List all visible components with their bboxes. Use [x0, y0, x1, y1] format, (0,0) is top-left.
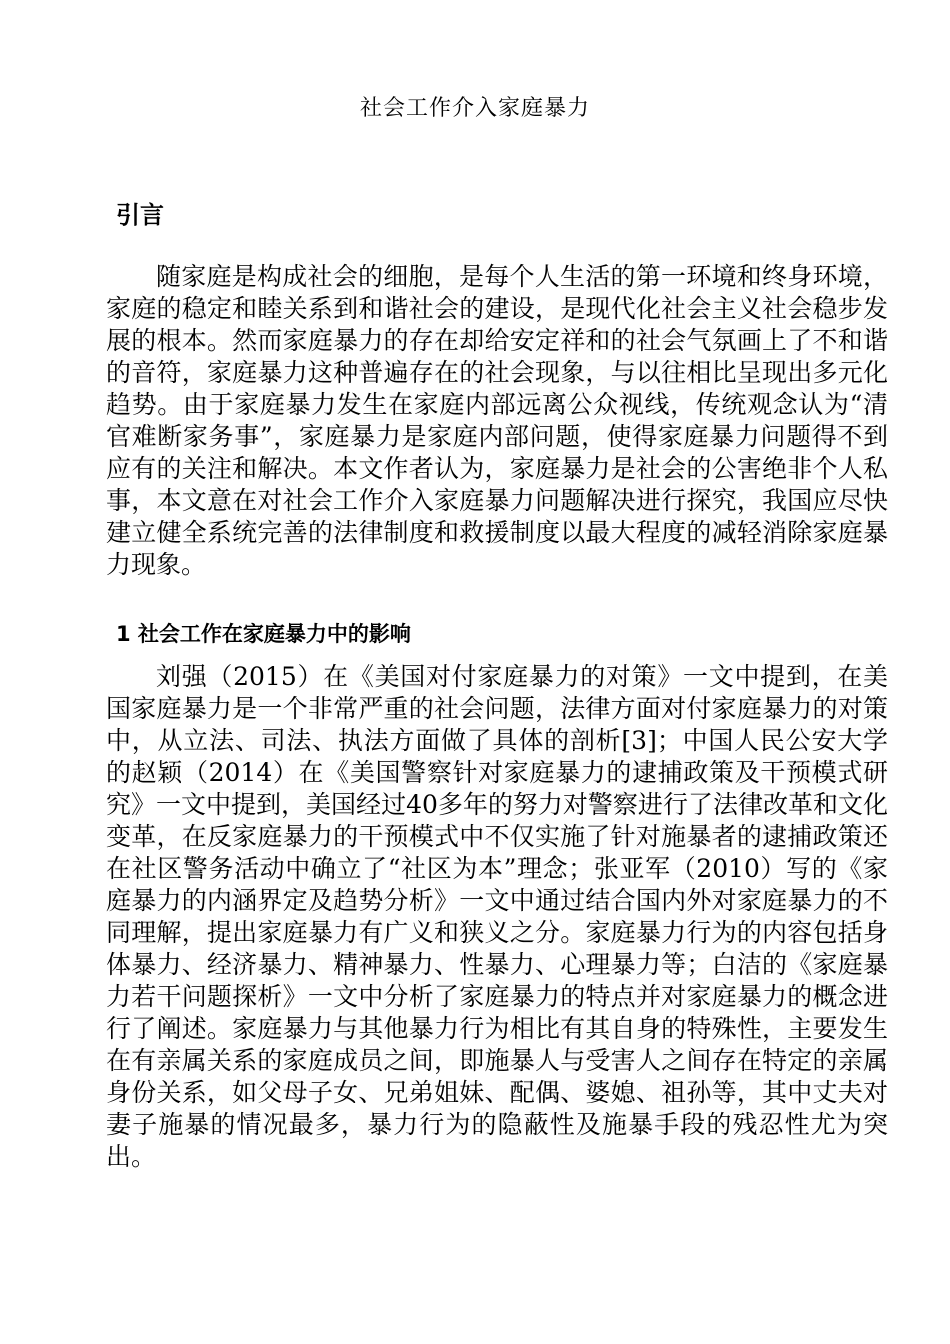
section-1-paragraph: 刘强（2015）在《美国对付家庭暴力的对策》一文中提到，在美国家庭暴力是一个非常严重的社会问题，法律方面对付家庭暴力的对策中，从立法、司法、执法方面做了具体的剖析[3]；中国人民公安大学的赵颖（2014）在《美国警察针对家庭暴力的逮捕政策及干预模式研究》一文中提到，美国经过40多年的努力对警察进行了法律改革和文化变革，在反家庭暴力的干预模式中不仅实施了针对施暴者的逮捕政策还在社区警务活动中确立了“社区为本”理念；张亚军（2010）写的《家庭暴力的内涵界定及趋势分析》一文中通过结合国内外对家庭暴力的不同理解，提出家庭暴力有广义和狭义之分。家庭暴力行为的内容包括身体暴力、经济暴力、精神暴力、性暴力、心理暴力等；白洁的《家庭暴力若干问题探析》一文中分析了家庭暴力的特点并对家庭暴力的概念进行了阐述。家庭暴力与其他暴力行为相比有其自身的特殊性，主要发生在有亲属关系的家庭成员之间，即施暴人与受害人之间存在特定的亲属身份关系，如父母子女、兄弟姐妹、配偶、婆媳、祖孙等，其中丈夫对妻子施暴的情况最多，暴力行为的隐蔽性及施暴手段的残忍性尤为突出。 [106, 662, 888, 1171]
document-title: 社会工作介入家庭暴力 [359, 96, 590, 121]
intro-paragraph: 随家庭是构成社会的细胞，是每个人生活的第一环境和终身环境，家庭的稳定和睦关系到和谐社会的建设，是现代化社会主义社会稳步发展的根本。然而家庭暴力的存在却给安定祥和的社会气氛画上了不和谐的音符，家庭暴力这种普遍存在的社会现象，与以往相比呈现出多元化趋势。由于家庭暴力发生在家庭内部远离公众视线，传统观念认为“清官难断家务事”，家庭暴力是家庭内部问题，使得家庭暴力问题得不到应有的关注和解决。本文作者认为，家庭暴力是社会的公害绝非个人私事，本文意在对社会工作介入家庭暴力问题解决进行探究，我国应尽快建立健全系统完善的法律制度和救援制度以最大程度的减轻消除家庭暴力现象。 [106, 262, 888, 579]
intro-heading: 引言 [116, 201, 164, 229]
section-1-heading: 1 社会工作在家庭暴力中的影响 [116, 622, 411, 646]
